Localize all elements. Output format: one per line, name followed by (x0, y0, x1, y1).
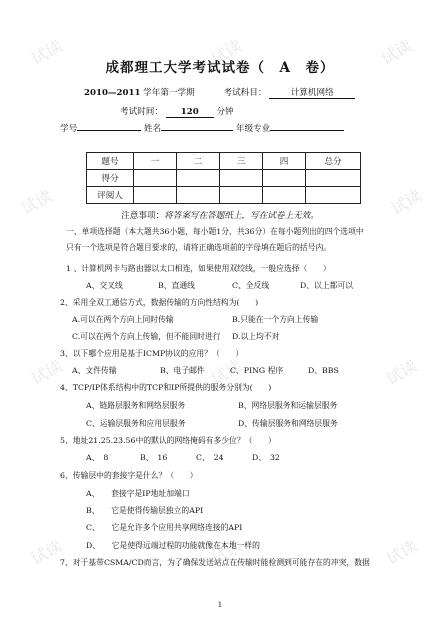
watermark: 试读 (207, 536, 246, 569)
notice (0, 209, 440, 221)
exam-title: 成都理工大学考试试卷（ A 卷） (105, 60, 335, 76)
grader-cell[interactable] (220, 187, 263, 204)
option-a: A、链路层服务和网络层服务 (86, 401, 186, 410)
option-c: C、运输层服务和应用层服务 (86, 419, 186, 428)
question-stem: 2、采用全双工通信方式，数据传输的方向性结构为( ) (60, 298, 259, 307)
question-stem: 7、对于基带CSMA/CD而言，为了确保发送站点在传输时能检测到可能存在的冲突，数据 (60, 558, 370, 567)
question-stem: 5、地址21.25.23.56中的默认的网络掩码有多少位？（ ） (60, 436, 276, 445)
score-cell[interactable] (134, 170, 177, 187)
option-d: D、 它是使得远端过程的功能就像在本地一样的 (86, 541, 260, 550)
page-number: 1 (217, 601, 223, 609)
watermark: 试读 (382, 356, 421, 389)
name-label: 姓名 (143, 124, 162, 134)
academic-year: 2010—2011 (84, 88, 141, 98)
score-cell[interactable] (263, 170, 306, 187)
student-id-label: 学号 (60, 124, 78, 134)
option-a: A.可以在两个方向上同时传输 (72, 315, 174, 324)
question-stem: 6、传输层中的套接字是什么？（ ） (60, 471, 198, 480)
option-d: D、传输层服务和网络层服务 (238, 419, 338, 428)
time-line (120, 105, 234, 118)
option-a: A、 套接字是IP地址加端口 (86, 489, 190, 498)
grader-cell[interactable] (263, 187, 306, 204)
semester: 学年第一学期 (143, 88, 195, 98)
option-c: C、 24 (196, 453, 224, 462)
time-value: 120 (166, 107, 214, 118)
watermark: 试读 (207, 356, 246, 389)
option-c: C、 它是允许多个应用共享网络连接的API (86, 523, 243, 532)
option-d: D.以上均不对 (232, 332, 280, 341)
watermark: 试读 (17, 186, 56, 219)
option-a: A、 8 (86, 453, 109, 462)
option-c: C、PING 程序 (230, 366, 284, 375)
option-d: D、 32 (252, 453, 280, 462)
grader-row-label: 评阅人 (87, 187, 134, 204)
score-row-label: 得分 (87, 170, 134, 187)
option-b: B、直通线 (158, 281, 195, 290)
option-b: B、网络层服务和运输层服务 (238, 401, 338, 410)
score-table-header: 一 (134, 153, 177, 170)
option-b: B、 16 (140, 453, 168, 462)
score-table-header: 三 (220, 153, 263, 170)
question-stem: 1 、计算机网卡与路由器以太口相连，如果使用双绞线，一般应选择（ ） (66, 264, 331, 273)
option-d: D、BBS (308, 366, 339, 375)
score-table-header: 题号 (87, 153, 134, 170)
option-a: A、交叉线 (86, 281, 123, 290)
option-b: B、 它是使得传输层独立的API (86, 506, 204, 515)
grader-cell[interactable] (306, 187, 361, 204)
watermark: 试读 (207, 36, 246, 69)
watermark: 试读 (27, 356, 66, 389)
time-label: 考试时间： (120, 107, 163, 117)
notice-label: 注意事项： (121, 211, 165, 221)
score-table-header: 四 (263, 153, 306, 170)
watermark: 试读 (382, 536, 421, 569)
grader-cell[interactable] (134, 187, 177, 204)
score-cell[interactable] (220, 170, 263, 187)
watermark: 试读 (27, 36, 66, 69)
section-intro-line2: 只有一个选项是符合题目要求的，请将正确选项前的字母填在题后的括号内。 (66, 243, 332, 252)
watermark: 试读 (27, 536, 66, 569)
score-table-header: 二 (177, 153, 220, 170)
score-cell[interactable] (177, 170, 220, 187)
section-intro-line1: 一、单项选择题（本大题共36小题，每小题1分，共36分）在每小题列出的四个选项中 (66, 227, 364, 236)
student-info-line (60, 122, 344, 134)
grader-cell[interactable] (177, 187, 220, 204)
time-unit: 分钟 (216, 107, 234, 117)
semester-line (84, 86, 355, 99)
option-c: C、全反线 (232, 281, 270, 290)
subject-label: 考试科目： (223, 88, 267, 98)
option-b: B.只能在一个方向上传输 (232, 315, 319, 324)
option-d: D、以上都可以 (300, 281, 354, 290)
option-b: B、电子邮件 (160, 366, 205, 375)
grade-major-label: 年级专业 (235, 124, 271, 134)
watermark: 试读 (387, 186, 426, 219)
notice-text: 将答案写在答题纸上，写在试卷上无效。 (164, 211, 319, 221)
watermark: 试读 (377, 36, 416, 69)
option-c: C.可以在两个方向上传输，但不能同时进行 (72, 332, 221, 341)
subject-name: 计算机网络 (269, 86, 355, 99)
question-stem: 3、以下哪个应用是基于ICMP协议的应用？（ ） (60, 349, 244, 358)
score-cell[interactable] (306, 170, 361, 187)
score-table (86, 152, 361, 204)
score-table-header: 总分 (306, 153, 361, 170)
option-a: A、文件传输 (72, 366, 117, 375)
question-stem: 4、TCP/IP体系结构中的TCP和IP所提供的服务分别为( ) (60, 383, 272, 392)
